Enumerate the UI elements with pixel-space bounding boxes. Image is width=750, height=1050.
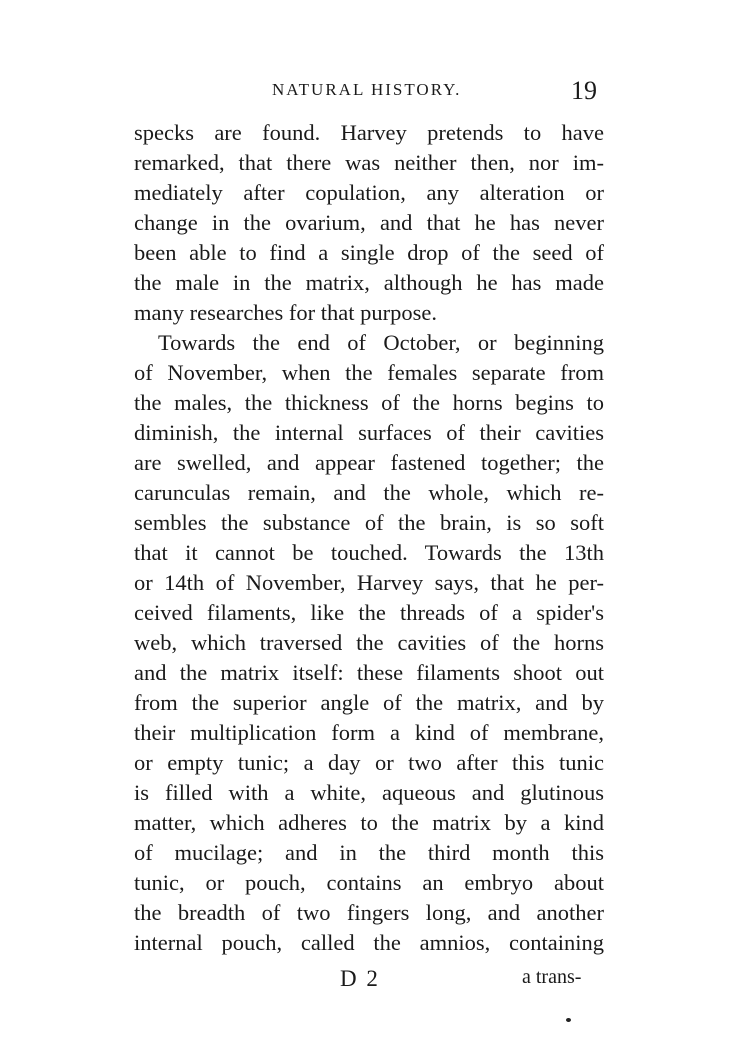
text-line: internal pouch, called the amnios, containing <box>134 930 604 955</box>
text-line: remarked, that there was neither then, nor im- <box>134 150 604 175</box>
text-line: of November, when the females separate from <box>134 360 604 385</box>
text-line: diminish, the internal surfaces of their cavities <box>134 420 604 445</box>
body-text <box>134 118 604 958</box>
text-line: are swelled, and appear fastened together; the <box>134 450 604 475</box>
text-line: the males, the thickness of the horns begins to <box>134 390 604 415</box>
text-line: web, which traversed the cavities of the horns <box>134 630 604 655</box>
text-line: and the matrix itself: these filaments shoot out <box>134 660 604 685</box>
signature-mark: D 2 <box>340 966 380 991</box>
page-number: 19 <box>571 76 597 105</box>
catchword: a trans- <box>522 966 582 988</box>
text-line: carunculas remain, and the whole, which re- <box>134 480 604 505</box>
text-line: the breadth of two fingers long, and another <box>134 900 604 925</box>
paragraph-start-line: Towards the end of October, or beginning <box>158 330 604 355</box>
text-line: the male in the matrix, although he has made <box>134 270 604 295</box>
text-line: sembles the substance of the brain, is so soft <box>134 510 604 535</box>
text-line: matter, which adheres to the matrix by a kind <box>134 810 604 835</box>
text-line: their multiplication form a kind of membrane, <box>134 720 604 745</box>
text-line: that it cannot be touched. Towards the 13th <box>134 540 604 565</box>
text-line: or empty tunic; a day or two after this tunic <box>134 750 604 775</box>
text-line: from the superior angle of the matrix, and by <box>134 690 604 715</box>
text-line: specks are found. Harvey pretends to have <box>134 120 604 145</box>
text-line: mediately after copulation, any alteration or <box>134 180 604 205</box>
text-line: many researches for that purpose. <box>134 300 438 325</box>
ink-speck <box>566 1018 571 1022</box>
text-line: tunic, or pouch, contains an embryo about <box>134 870 604 895</box>
text-line: or 14th of November, Harvey says, that he per- <box>134 570 604 595</box>
text-line: of mucilage; and in the third month this <box>134 840 604 865</box>
running-head-title: NATURAL HISTORY. <box>272 80 462 99</box>
text-line: ceived filaments, like the threads of a spider's <box>134 600 604 625</box>
text-line: change in the ovarium, and that he has never <box>134 210 604 235</box>
text-line: been able to find a single drop of the seed of <box>134 240 604 265</box>
text-line: is filled with a white, aqueous and glutinous <box>134 780 604 805</box>
